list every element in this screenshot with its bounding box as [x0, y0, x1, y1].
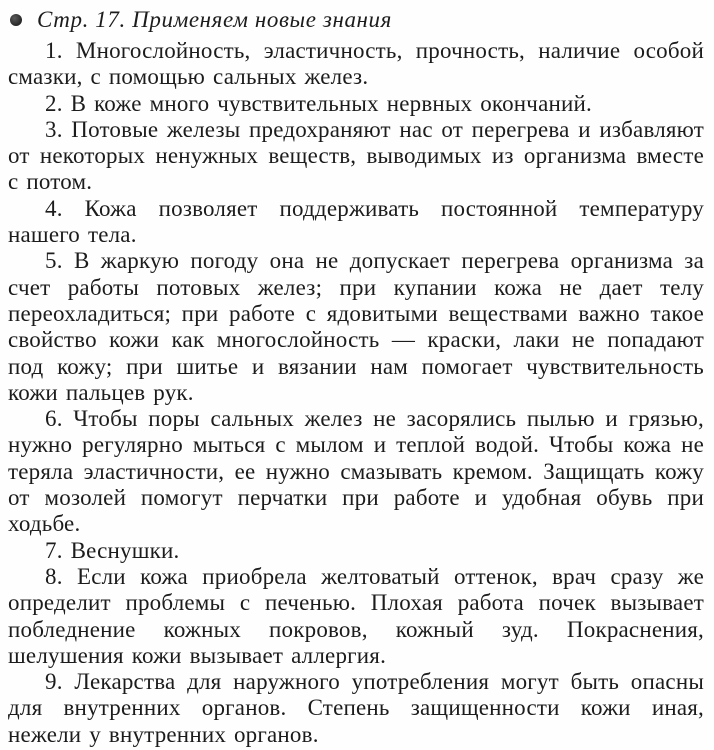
paragraph: 1. Многослойность, эластичность, прочность, наличие особой смазки, с помощью сальных желез.: [8, 38, 704, 90]
section-title: Стр. 17. Применяем новые знания: [37, 7, 392, 32]
bullet-icon: [10, 14, 22, 26]
paragraph: 3. Потовые железы предохраняют нас от перегрева и избавляют от некоторых ненужных веществ, выводимых из организма вместе с потом.: [8, 116, 704, 195]
paragraph: 2. В коже много чувствительных нервных окончаний.: [45, 90, 592, 116]
paragraph-list: [8, 38, 704, 748]
paragraph: 4. Кожа позволяет поддерживать постоянной температуру нашего тела.: [8, 195, 704, 248]
paragraph: 8. Если кожа приобрела желтоватый оттенок, врач сразу же определит проблемы с печенью. Плохая работа почек вызывает побледнение кожных покровов, кожный зуд. Покраснения, шелушения кожи вызывает аллергия.: [8, 563, 704, 668]
paragraph: 7. Веснушки.: [45, 537, 180, 563]
paragraph: 6. Чтобы поры сальных желез не засорялись пылью и грязью, нужно регулярно мыться с мылом и теплой водой. Чтобы кожа не теряла эластичности, ее нужно смазывать кремом. Защищать кожу от мозолей помогут перчатки при работе и удобная обувь при ходьбе.: [8, 406, 704, 537]
paragraph: 9. Лекарства для наружного употребления могут быть опасны для внутренних органов. Степень защищенности кожи иная, нежели у внутренних органов.: [8, 669, 704, 747]
paragraph: 5. В жаркую погоду она не допускает перегрева организма за счет работы потовых желез; при купании кожа не дает телу переохладиться; при работе с ядовитыми веществами важно такое свойство кожи как многослойность — краски, лаки не попадают под кожу; при шитье и вязании нам помогает чувствительность кожи пальцев рук.: [8, 248, 704, 405]
section-header: [10, 6, 704, 33]
